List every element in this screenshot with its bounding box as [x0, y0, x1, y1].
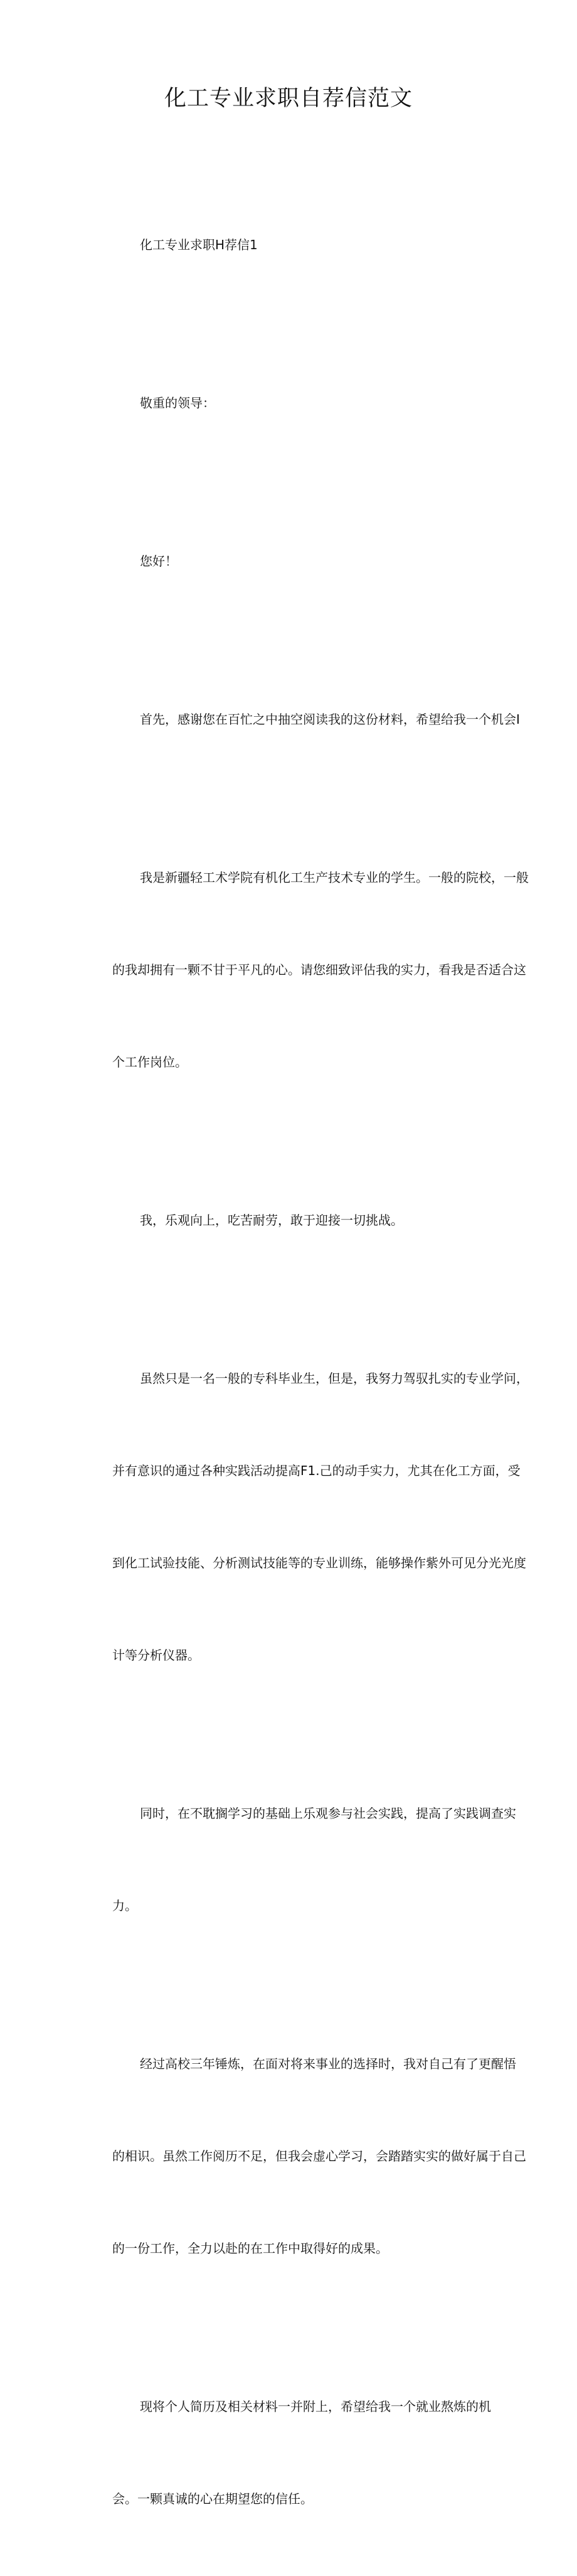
paragraph-line: 的相识。虽然工作阅历不足，但我会虚心学习，会踏踏实实的做好属于自己	[112, 2149, 526, 2164]
paragraph-line: 我是新疆轻工术学院有机化工生产技术专业的学生。一般的院校，一般	[140, 870, 529, 885]
paragraph-line: 计等分析仪器。	[112, 1648, 200, 1663]
paragraph-line: 同时，在不耽搁学习的基础上乐观参与社会实践，提高了实践调查实	[140, 1806, 516, 1821]
paragraph-line: 化工专业求职H荐信1	[140, 237, 258, 252]
paragraph-line: 到化工试验技能、分析测试技能等的专业训练，能够操作紫外可见分光光度	[112, 1555, 526, 1570]
paragraph-line: 我，乐观向上，吃苦耐劳，敢于迎接一切挑战。	[140, 1213, 403, 1228]
letter-body	[85, 168, 529, 2576]
paragraph-line: 您好！	[140, 554, 177, 569]
paragraph-line: 经过高校三年锤炼，在面对将来事业的选择时，我对自己有了更醒悟	[140, 2056, 516, 2071]
paragraph-salutation	[85, 326, 499, 480]
paragraph-line: 首先，感谢您在百忙之中抽空阅读我的这份材料，希望给我一个机会I	[140, 712, 520, 727]
paragraph-line: 会。一颗真诚的心在期望您的信任。	[112, 2491, 313, 2506]
paragraph-personality	[85, 1144, 499, 1297]
paragraph-line: 力。	[112, 1898, 137, 1913]
paragraph-line: 的我却拥有一颗不甘于平凡的心。请您细致评估我的实力，看我是否适合这	[112, 962, 526, 977]
paragraph-line: 并有意识的通过各种实践活动提高F1.己的动手实力，尤其在化工方面，受	[112, 1463, 521, 1478]
paragraph-intro	[85, 643, 520, 797]
paragraph-line: 现将个人简历及相关材料一并附上，希望给我一个就业熬炼的机	[140, 2399, 491, 2414]
paragraph-line: 虽然只是一名一般的专科毕业生，但是，我努力驾驭扎实的专业学问，	[140, 1371, 529, 1386]
paragraph-background	[85, 801, 529, 1139]
paragraph-line: 的一份工作，全力以赴的在工作中取得好的成果。	[112, 2241, 388, 2256]
paragraph-heading	[85, 168, 499, 322]
paragraph-greeting	[85, 485, 499, 638]
paragraph-line: 敬重的领导：	[140, 395, 215, 411]
paragraph-closing	[85, 2330, 499, 2576]
paragraph-reflection	[85, 1987, 526, 2326]
paragraph-skills	[85, 1302, 529, 1732]
document-title: 化工专业求职自荐信范文	[164, 86, 413, 111]
paragraph-line: 个工作岗位。	[112, 1055, 188, 1070]
paragraph-practice	[85, 1737, 516, 1983]
